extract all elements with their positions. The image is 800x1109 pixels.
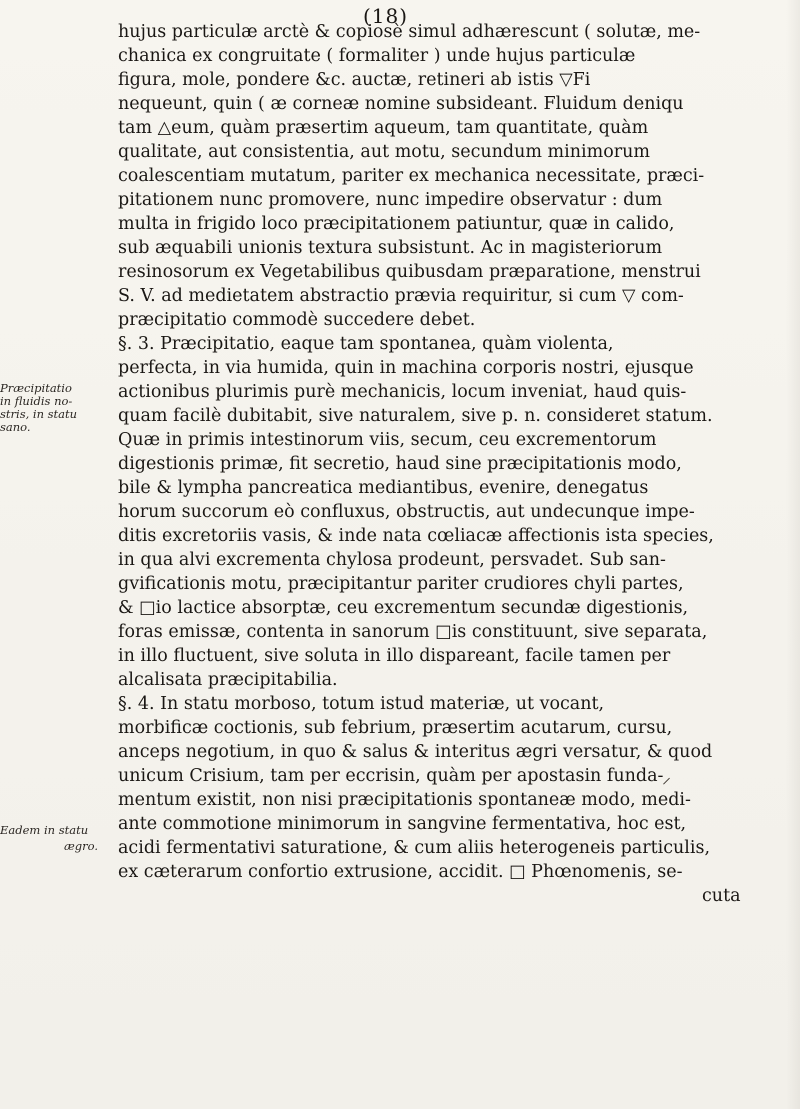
- text-line: §. 3. Præcipitatio, eaque tam spontanea, quàm violenta,: [118, 334, 614, 354]
- text-line: & □io lactice absorptæ, ceu excrementum secundæ digestionis,: [118, 598, 689, 618]
- text-line: qualitate, aut consistentia, aut motu, secundum minimorum: [118, 142, 650, 162]
- text-line: ditis excretoriis vasis, & inde nata cœliacæ affectionis ista species,: [118, 526, 714, 546]
- text-line: perfecta, in via humida, quin in machina corporis nostri, ejusque: [118, 358, 694, 378]
- text-line: gvificationis motu, præcipitantur pariter crudiores chyli partes,: [118, 574, 684, 594]
- body-text: [118, 20, 798, 908]
- text-line: chanica ex congruitate ( formaliter ) unde hujus particulæ: [118, 46, 636, 66]
- text-line: resinosorum ex Vegetabilibus quibusdam præparatione, menstrui: [118, 262, 701, 282]
- page-edge-shadow: [786, 0, 800, 1109]
- page-number: (18): [363, 4, 409, 28]
- text-line: hujus particulæ arctè & copiosè simul adhærescunt ( solutæ, me-: [118, 22, 701, 42]
- text-line: horum succorum eò confluxus, obstructis, aut undecunque impe-: [118, 502, 695, 522]
- text-line: alcalisata præcipitabilia.: [118, 670, 338, 690]
- text-line: in illo fluctuent, sive soluta in illo dispareant, facile tamen per: [118, 646, 671, 666]
- text-line: figura, mole, pondere &c. auctæ, retineri ab istis ▽Fi: [118, 70, 591, 90]
- text-line: anceps negotium, in quo & salus & interitus ægri versatur, & quod: [118, 742, 713, 762]
- text-line: unicum Crisium, tam per eccrisin, quàm per apostasin funda-: [118, 766, 664, 786]
- printer-mark: ⸝: [662, 767, 671, 788]
- text-line: præcipitatio commodè succedere debet.: [118, 310, 476, 330]
- text-line: multa in frigido loco præcipitationem patiuntur, quæ in calido,: [118, 214, 675, 234]
- margin-note-line: Eadem in statu: [0, 824, 89, 837]
- text-line: bile & lympha pancreatica mediantibus, evenire, denegatus: [118, 478, 649, 498]
- text-line: S. V. ad medietatem abstractio prævia requiritur, si cum ▽ com-: [118, 286, 684, 306]
- text-line: cuta: [702, 886, 741, 906]
- text-line: actionibus plurimis purè mechanicis, locum inveniat, haud quis-: [118, 382, 687, 402]
- text-line: sub æquabili unionis textura subsistunt. Ac in magisteriorum: [118, 238, 663, 258]
- text-line: tam △eum, quàm præsertim aqueum, tam quantitate, quàm: [118, 118, 649, 138]
- margin-note-line: in fluidis no-: [0, 395, 73, 408]
- text-line: morbificæ coctionis, sub febrium, præsertim acutarum, cursu,: [118, 718, 673, 738]
- margin-note-line: ægro.: [64, 840, 99, 853]
- margin-note-same-state: [0, 824, 112, 837]
- text-line: ante commotione minimorum in sangvine fermentativa, hoc est,: [118, 814, 687, 834]
- margin-note-sick: [0, 840, 112, 853]
- margin-note-line: sano.: [0, 421, 31, 434]
- text-line: ex cæterarum confortio extrusione, accidit. □ Phœnomenis, se-: [118, 862, 683, 882]
- text-line: Quæ in primis intestinorum viis, secum, ceu excrementorum: [118, 430, 657, 450]
- text-line: acidi fermentativi saturatione, & cum aliis heterogeneis particulis,: [118, 838, 711, 858]
- text-line: digestionis primæ, fit secretio, haud sine præcipitationis modo,: [118, 454, 682, 474]
- text-line: in qua alvi excrementa chylosa prodeunt, persvadet. Sub san-: [118, 550, 666, 570]
- text-line: foras emissæ, contenta in sanorum □is constituunt, sive separata,: [118, 622, 708, 642]
- text-line: nequeunt, quin ( æ corneæ nomine subsideant. Fluidum deniqu: [118, 94, 684, 114]
- text-line: pitationem nunc promovere, nunc impedire observatur : dum: [118, 190, 663, 210]
- text-line: quam facilè dubitabit, sive naturalem, sive p. n. consideret statum.: [118, 406, 713, 426]
- text-line: mentum existit, non nisi præcipitationis spontaneæ modo, medi-: [118, 790, 691, 810]
- text-line: §. 4. In statu morboso, totum istud materiæ, ut vocant,: [118, 694, 605, 714]
- margin-note-line: stris, in statu: [0, 408, 78, 421]
- text-line: coalescentiam mutatum, pariter ex mechanica necessitate, præci-: [118, 166, 705, 186]
- margin-note-precipitation-healthy: [0, 382, 112, 434]
- margin-note-line: Præcipitatio: [0, 382, 72, 395]
